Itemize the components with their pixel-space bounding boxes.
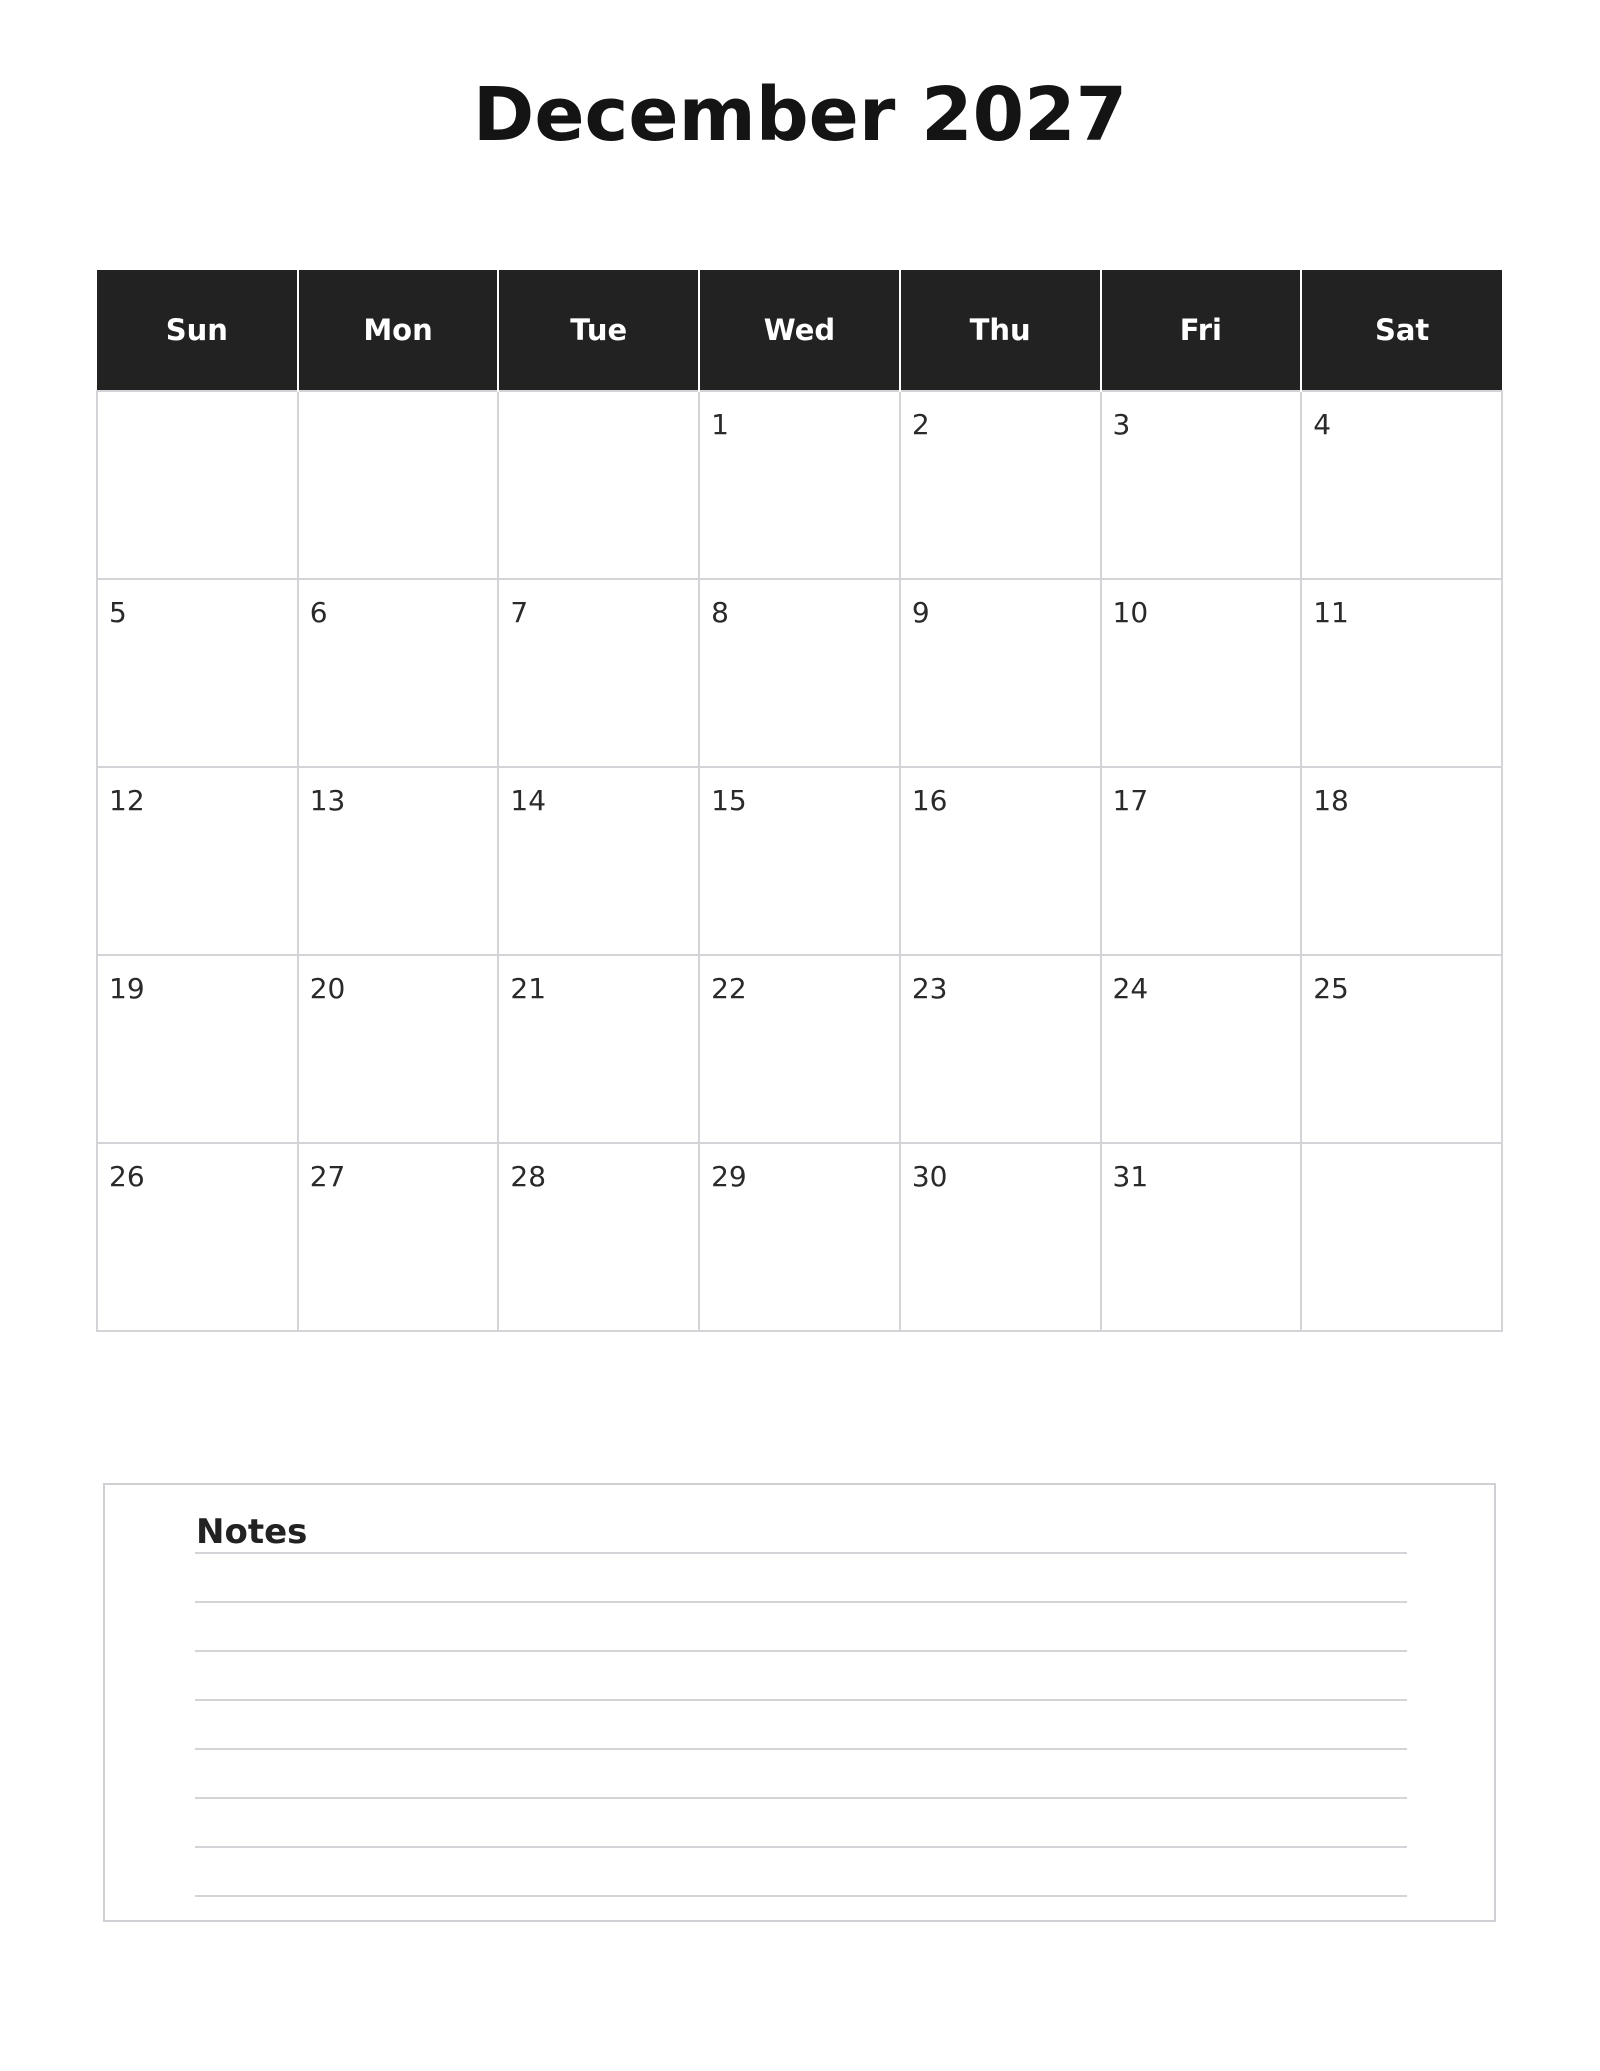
day-cell (298, 955, 499, 1143)
day-number: 17 (1112, 784, 1149, 817)
day-number: 5 (109, 596, 127, 629)
day-number: 1 (711, 408, 729, 441)
day-cell (699, 955, 900, 1143)
day-cell (298, 391, 499, 579)
day-cell (97, 579, 298, 767)
day-cell (1101, 767, 1302, 955)
day-number: 8 (711, 596, 729, 629)
day-cell (97, 391, 298, 579)
day-number: 31 (1112, 1160, 1149, 1193)
notes-title: Notes (196, 1512, 308, 1552)
day-cell (699, 579, 900, 767)
day-cell (900, 1143, 1101, 1331)
day-number: 4 (1313, 408, 1332, 441)
weekday-header: Mon (298, 270, 499, 391)
day-cell (298, 579, 499, 767)
day-number: 30 (911, 1160, 948, 1193)
day-number: 24 (1112, 972, 1149, 1005)
day-number: 29 (711, 1160, 747, 1193)
day-cell (699, 1143, 900, 1331)
notes-line (195, 1650, 1407, 1652)
day-cell (699, 767, 900, 955)
day-cell (1101, 955, 1302, 1143)
day-cell (1301, 955, 1502, 1143)
week-row (97, 579, 1502, 767)
weekday-header: Fri (1101, 270, 1302, 391)
day-cell (699, 391, 900, 579)
day-cell (498, 767, 699, 955)
day-number: 14 (510, 784, 547, 817)
day-number: 23 (911, 972, 948, 1005)
day-number: 26 (109, 1160, 145, 1193)
week-row (97, 1143, 1502, 1331)
day-cell (900, 767, 1101, 955)
notes-line (195, 1846, 1407, 1848)
day-number: 11 (1313, 596, 1349, 629)
day-cell (1101, 391, 1302, 579)
weekday-header: Wed (699, 270, 900, 391)
day-number: 3 (1112, 408, 1131, 441)
day-cell (900, 579, 1101, 767)
day-cell (498, 955, 699, 1143)
weekday-header: Sun (97, 270, 298, 391)
day-number: 20 (309, 972, 346, 1005)
day-number: 9 (911, 596, 930, 629)
day-number: 12 (109, 784, 145, 817)
day-cell (1101, 1143, 1302, 1331)
notes-line (195, 1552, 1407, 1554)
day-cell (1101, 579, 1302, 767)
weekday-header: Thu (900, 270, 1101, 391)
day-number: 15 (711, 784, 747, 817)
notes-line (195, 1895, 1407, 1897)
notes-line (195, 1699, 1407, 1701)
day-cell (498, 391, 699, 579)
notes-line (195, 1601, 1407, 1603)
day-number: 21 (510, 972, 547, 1005)
day-cell (900, 955, 1101, 1143)
day-cell (498, 1143, 699, 1331)
day-cell (298, 1143, 499, 1331)
day-cell (1301, 1143, 1502, 1331)
day-number: 18 (1313, 784, 1349, 817)
notes-section (103, 1483, 1496, 1922)
day-number: 13 (309, 784, 346, 817)
weekday-header: Sat (1301, 270, 1502, 391)
day-number: 16 (911, 784, 948, 817)
day-cell (498, 579, 699, 767)
day-cell (1301, 391, 1502, 579)
notes-line (195, 1748, 1407, 1750)
day-cell (900, 391, 1101, 579)
day-number: 27 (309, 1160, 346, 1193)
week-row (97, 955, 1502, 1143)
day-cell (1301, 767, 1502, 955)
day-number: 22 (711, 972, 747, 1005)
weekday-header: Tue (498, 270, 699, 391)
day-number: 25 (1313, 972, 1349, 1005)
weekday-header-row (97, 270, 1502, 391)
day-cell (298, 767, 499, 955)
day-number: 6 (309, 596, 328, 629)
day-cell (97, 1143, 298, 1331)
day-number: 19 (109, 972, 145, 1005)
calendar-grid (96, 270, 1503, 1332)
day-number: 2 (911, 408, 930, 441)
day-cell (1301, 579, 1502, 767)
day-cell (97, 767, 298, 955)
day-number: 28 (510, 1160, 547, 1193)
week-row (97, 767, 1502, 955)
day-number: 7 (510, 596, 529, 629)
day-number: 10 (1112, 596, 1149, 629)
day-cell (97, 955, 298, 1143)
notes-line (195, 1797, 1407, 1799)
calendar-title: December 2027 (472, 72, 1128, 158)
week-row (97, 391, 1502, 579)
